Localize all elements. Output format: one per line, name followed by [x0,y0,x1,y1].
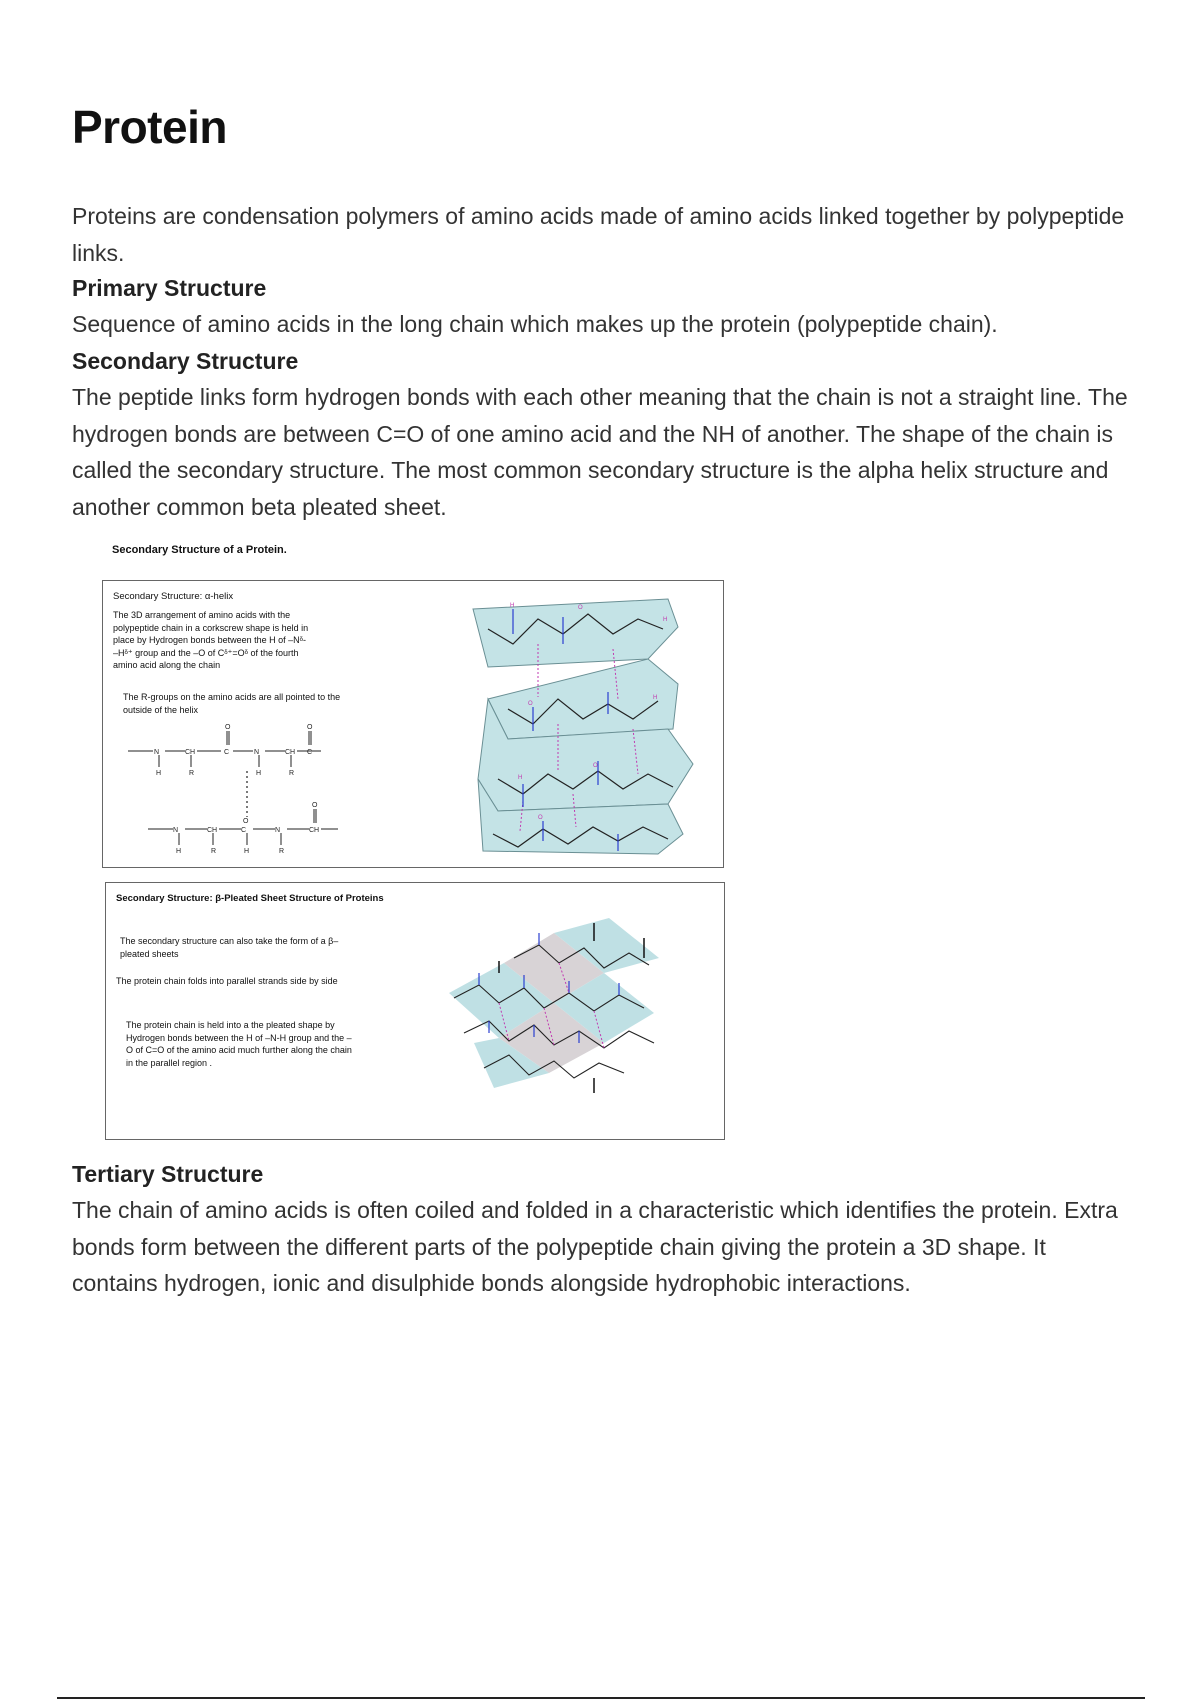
primary-structure-heading: Primary Structure [72,275,267,301]
beta-sheet-diagram [444,913,674,1103]
svg-text:O: O [593,763,598,769]
svg-text:CH: CH [207,827,218,834]
alpha-helix-diagram [468,589,708,859]
svg-text:O: O [578,605,583,611]
beta-sheet-hbond-note: The protein chain is held into a the pleated shape by Hydrogen bonds between the H of –N-H group and the – O of C=O of the amino acid much further along the chain in the parallel region . [126,1020,352,1068]
svg-text:CH: CH [285,749,296,756]
svg-text:CH: CH [185,749,196,756]
svg-text:N: N [275,827,281,834]
svg-text:H: H [244,848,250,855]
svg-text:N: N [254,749,260,756]
beta-sheet-title: Secondary Structure: β-Pleated Sheet Structure of Proteins [116,893,384,904]
svg-text:C: C [307,749,313,756]
svg-text:H: H [653,695,658,701]
beta-sheet-panel [105,882,725,1140]
primary-structure-text: Sequence of amino acids in the long chain which makes up the protein (polypeptide chain). [72,311,998,337]
page-title: Protein [72,101,227,153]
beta-sheet-fold-note: The protein chain folds into parallel strands side by side [116,976,338,986]
svg-text:O: O [225,724,231,731]
svg-text:CH: CH [309,827,320,834]
intro-paragraph: Proteins are condensation polymers of amino acids made of amino acids linked together by polypeptide links. [72,203,1125,266]
secondary-structure-figure [100,530,740,1140]
svg-text:N: N [173,827,179,834]
alpha-helix-r-groups-note: The R-groups on the amino acids are all pointed to the outside of the helix [123,692,341,715]
svg-text:H: H [663,617,668,623]
hydrogen-bond-schematic [123,721,343,861]
svg-text:R: R [289,770,295,777]
svg-text:R: R [189,770,195,777]
beta-sheet-form-note: The secondary structure can also take the form of a β– pleated sheets [120,936,339,959]
svg-text:C: C [224,749,230,756]
svg-text:C: C [241,827,247,834]
svg-text:O: O [307,724,313,731]
svg-text:H: H [256,770,262,777]
svg-text:R: R [279,848,285,855]
svg-text:R: R [211,848,217,855]
tertiary-structure-text: The chain of amino acids is often coiled and folded in a characteristic which identifies the protein. Extra bonds form between the different parts of the polypeptide chain giving the protein a 3D shape. It contains hydrogen, ionic and disulphide bonds alongside hydrophobic interactions. [72,1197,1118,1296]
alpha-helix-description: The 3D arrangement of amino acids with the polypeptide chain in a corkscrew shape is held in place by Hydrogen bonds between the H of –Nᵟ- –Hᵟ⁺ group and the –O of Cᵟ⁺=Oᵟ of the fourth amino acid along the chain [113,610,309,670]
alpha-helix-panel [102,580,724,868]
tertiary-structure-heading: Tertiary Structure [72,1161,264,1187]
svg-text:H: H [518,775,523,781]
alpha-helix-title: Secondary Structure: α-helix [113,591,234,602]
svg-text:O: O [538,815,543,821]
svg-text:O: O [312,802,318,809]
svg-text:H: H [176,848,182,855]
svg-text:H: H [510,603,515,609]
svg-text:N: N [154,749,160,756]
svg-text:H: H [156,770,162,777]
secondary-structure-text: The peptide links form hydrogen bonds with each other meaning that the chain is not a straight line. The hydrogen bonds are between C=O of one amino acid and the NH of another. The shape of the chain is called the secondary structure. The most common secondary structure is the alpha helix structure and another common beta pleated sheet. [72,384,1128,520]
svg-text:O: O [528,701,533,707]
svg-text:O: O [243,818,249,825]
footer-divider [57,1697,1145,1699]
figure-title: Secondary Structure of a Protein. [112,544,287,556]
secondary-structure-heading: Secondary Structure [72,348,299,374]
